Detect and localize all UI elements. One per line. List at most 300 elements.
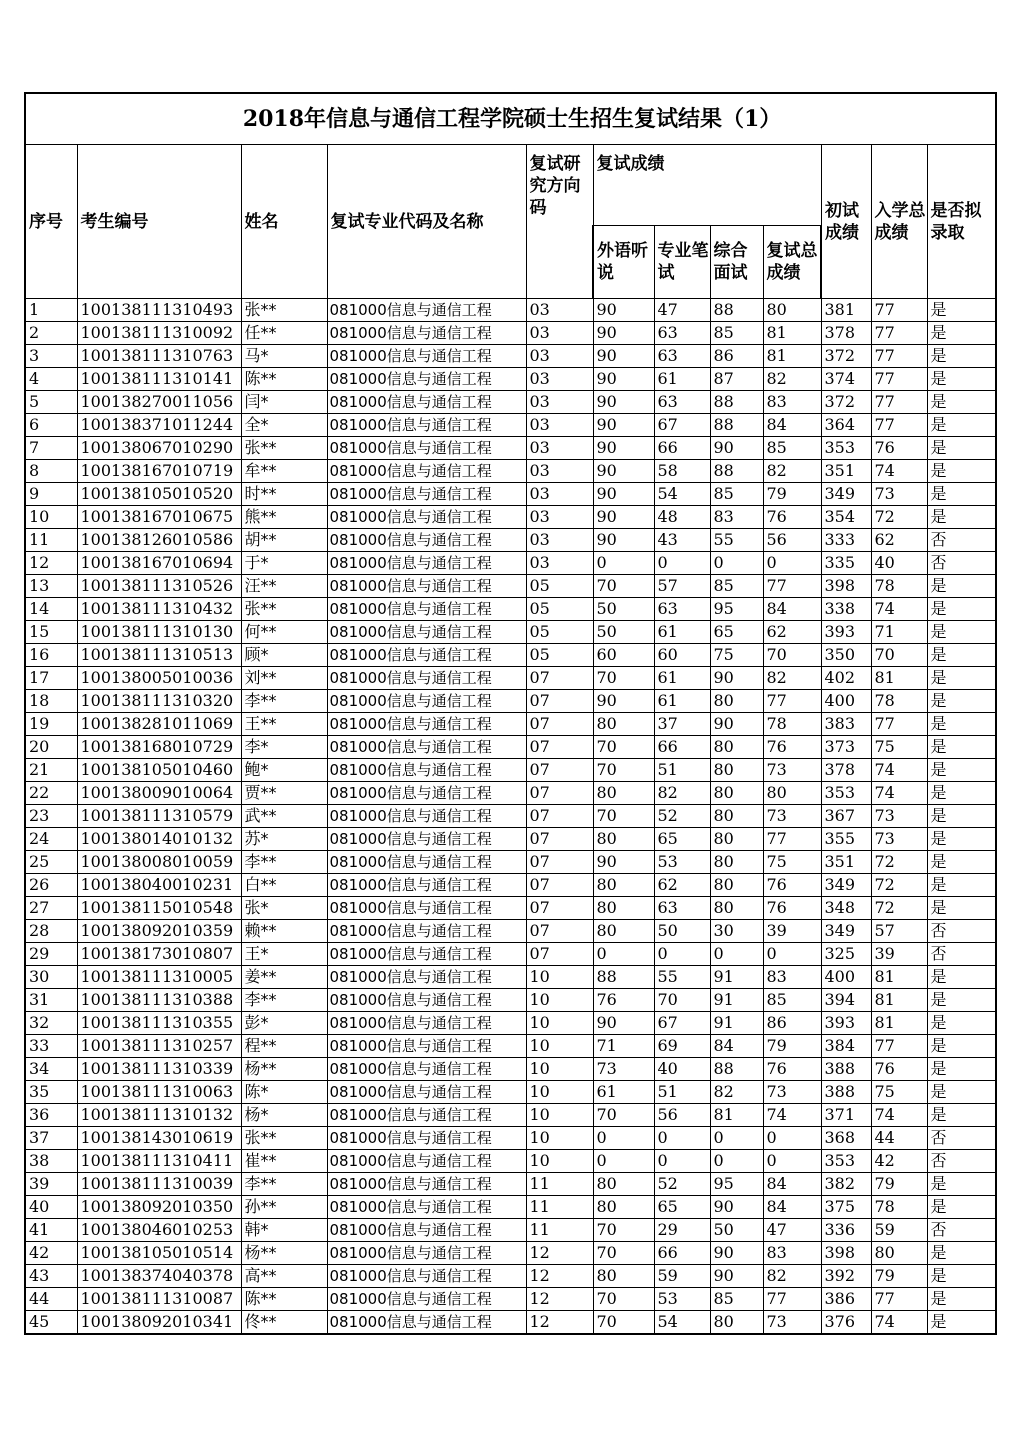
header-retest-total: 复试总成绩 — [763, 226, 821, 299]
cell-initial-score: 393 — [821, 1012, 871, 1035]
table-row — [25, 782, 996, 805]
cell-major: 081000信息与通信工程 — [327, 1242, 526, 1265]
cell-exam-id: 100138126010586 — [77, 529, 241, 552]
cell-exam-id: 100138040010231 — [77, 874, 241, 897]
cell-retest-total: 80 — [763, 299, 821, 322]
cell-exam-id: 100138092010359 — [77, 920, 241, 943]
cell-admission-total: 77 — [871, 322, 927, 345]
cell-retest-total: 85 — [763, 437, 821, 460]
cell-seq: 25 — [25, 851, 77, 874]
cell-written: 53 — [654, 851, 710, 874]
table-row — [25, 920, 996, 943]
cell-major: 081000信息与通信工程 — [327, 1058, 526, 1081]
cell-admitted: 是 — [927, 782, 996, 805]
cell-major: 081000信息与通信工程 — [327, 322, 526, 345]
cell-seq: 9 — [25, 483, 77, 506]
cell-seq: 12 — [25, 552, 77, 575]
cell-major: 081000信息与通信工程 — [327, 1127, 526, 1150]
cell-exam-id: 100138111310388 — [77, 989, 241, 1012]
cell-retest-total: 82 — [763, 1265, 821, 1288]
cell-written: 63 — [654, 897, 710, 920]
cell-listening: 90 — [593, 437, 654, 460]
cell-major: 081000信息与通信工程 — [327, 690, 526, 713]
cell-initial-score: 350 — [821, 644, 871, 667]
cell-admitted: 是 — [927, 345, 996, 368]
cell-listening: 90 — [593, 1012, 654, 1035]
cell-admitted: 是 — [927, 1242, 996, 1265]
table-row — [25, 529, 996, 552]
cell-admission-total: 74 — [871, 759, 927, 782]
cell-admitted: 是 — [927, 759, 996, 782]
cell-retest-total: 84 — [763, 1173, 821, 1196]
cell-initial-score: 376 — [821, 1311, 871, 1335]
cell-seq: 45 — [25, 1311, 77, 1335]
cell-retest-total: 85 — [763, 989, 821, 1012]
cell-exam-id: 100138111310493 — [77, 299, 241, 322]
cell-major: 081000信息与通信工程 — [327, 1012, 526, 1035]
cell-interview: 87 — [710, 368, 763, 391]
cell-name: 张** — [241, 299, 327, 322]
table-row — [25, 828, 996, 851]
cell-name: 李* — [241, 736, 327, 759]
cell-direction: 03 — [526, 437, 593, 460]
cell-seq: 41 — [25, 1219, 77, 1242]
cell-listening: 70 — [593, 667, 654, 690]
table-row — [25, 322, 996, 345]
cell-written: 61 — [654, 621, 710, 644]
cell-admitted: 是 — [927, 299, 996, 322]
cell-retest-total: 84 — [763, 598, 821, 621]
cell-admission-total: 81 — [871, 1012, 927, 1035]
cell-listening: 70 — [593, 1219, 654, 1242]
cell-seq: 38 — [25, 1150, 77, 1173]
cell-interview: 85 — [710, 575, 763, 598]
cell-major: 081000信息与通信工程 — [327, 1265, 526, 1288]
cell-admission-total: 77 — [871, 713, 927, 736]
cell-admission-total: 81 — [871, 989, 927, 1012]
cell-direction: 07 — [526, 897, 593, 920]
cell-interview: 85 — [710, 322, 763, 345]
cell-direction: 07 — [526, 759, 593, 782]
cell-retest-total: 0 — [763, 1150, 821, 1173]
cell-major: 081000信息与通信工程 — [327, 920, 526, 943]
table-row — [25, 552, 996, 575]
cell-major: 081000信息与通信工程 — [327, 828, 526, 851]
cell-direction: 10 — [526, 1058, 593, 1081]
cell-exam-id: 100138092010350 — [77, 1196, 241, 1219]
cell-retest-total: 70 — [763, 644, 821, 667]
cell-listening: 60 — [593, 644, 654, 667]
cell-written: 69 — [654, 1035, 710, 1058]
cell-name: 任** — [241, 322, 327, 345]
cell-direction: 07 — [526, 943, 593, 966]
cell-direction: 07 — [526, 736, 593, 759]
cell-admitted: 是 — [927, 874, 996, 897]
cell-written: 56 — [654, 1104, 710, 1127]
cell-direction: 10 — [526, 989, 593, 1012]
cell-exam-id: 100138111310411 — [77, 1150, 241, 1173]
cell-admitted: 是 — [927, 575, 996, 598]
cell-admitted: 是 — [927, 621, 996, 644]
cell-written: 60 — [654, 644, 710, 667]
cell-name: 全* — [241, 414, 327, 437]
table-row — [25, 943, 996, 966]
cell-admission-total: 74 — [871, 1104, 927, 1127]
cell-direction: 11 — [526, 1219, 593, 1242]
cell-retest-total: 79 — [763, 1035, 821, 1058]
cell-interview: 91 — [710, 1012, 763, 1035]
cell-interview: 90 — [710, 437, 763, 460]
cell-admission-total: 72 — [871, 874, 927, 897]
cell-retest-total: 82 — [763, 667, 821, 690]
table-row — [25, 1035, 996, 1058]
table-row — [25, 483, 996, 506]
cell-initial-score: 325 — [821, 943, 871, 966]
cell-seq: 4 — [25, 368, 77, 391]
cell-written: 82 — [654, 782, 710, 805]
cell-major: 081000信息与通信工程 — [327, 460, 526, 483]
cell-admitted: 是 — [927, 644, 996, 667]
cell-major: 081000信息与通信工程 — [327, 851, 526, 874]
cell-name: 时** — [241, 483, 327, 506]
cell-name: 赖** — [241, 920, 327, 943]
cell-admission-total: 79 — [871, 1173, 927, 1196]
cell-retest-total: 84 — [763, 414, 821, 437]
cell-initial-score: 335 — [821, 552, 871, 575]
table-row — [25, 1058, 996, 1081]
cell-exam-id: 100138270011056 — [77, 391, 241, 414]
cell-seq: 23 — [25, 805, 77, 828]
cell-interview: 0 — [710, 1127, 763, 1150]
cell-seq: 28 — [25, 920, 77, 943]
cell-direction: 10 — [526, 1081, 593, 1104]
cell-exam-id: 100138111310355 — [77, 1012, 241, 1035]
cell-retest-total: 76 — [763, 736, 821, 759]
cell-initial-score: 353 — [821, 1150, 871, 1173]
header-written: 专业笔试 — [654, 226, 710, 299]
cell-listening: 80 — [593, 1173, 654, 1196]
cell-exam-id: 100138374040378 — [77, 1265, 241, 1288]
cell-initial-score: 371 — [821, 1104, 871, 1127]
cell-interview: 80 — [710, 874, 763, 897]
cell-written: 67 — [654, 414, 710, 437]
cell-admitted: 否 — [927, 943, 996, 966]
cell-interview: 88 — [710, 460, 763, 483]
cell-written: 65 — [654, 828, 710, 851]
cell-initial-score: 378 — [821, 759, 871, 782]
cell-retest-total: 82 — [763, 460, 821, 483]
cell-admitted: 是 — [927, 989, 996, 1012]
cell-major: 081000信息与通信工程 — [327, 713, 526, 736]
cell-name: 杨** — [241, 1058, 327, 1081]
cell-admission-total: 44 — [871, 1127, 927, 1150]
cell-retest-total: 76 — [763, 874, 821, 897]
cell-admitted: 是 — [927, 897, 996, 920]
cell-written: 52 — [654, 805, 710, 828]
cell-admitted: 是 — [927, 506, 996, 529]
cell-written: 40 — [654, 1058, 710, 1081]
table-row — [25, 989, 996, 1012]
cell-exam-id: 100138111310432 — [77, 598, 241, 621]
cell-retest-total: 78 — [763, 713, 821, 736]
cell-seq: 10 — [25, 506, 77, 529]
cell-admitted: 否 — [927, 920, 996, 943]
cell-interview: 95 — [710, 1173, 763, 1196]
cell-admitted: 否 — [927, 1219, 996, 1242]
cell-listening: 70 — [593, 759, 654, 782]
cell-retest-total: 84 — [763, 1196, 821, 1219]
cell-initial-score: 368 — [821, 1127, 871, 1150]
cell-exam-id: 100138014010132 — [77, 828, 241, 851]
cell-admitted: 是 — [927, 483, 996, 506]
cell-name: 李** — [241, 1173, 327, 1196]
cell-interview: 90 — [710, 1242, 763, 1265]
cell-name: 高** — [241, 1265, 327, 1288]
cell-retest-total: 56 — [763, 529, 821, 552]
cell-exam-id: 100138167010694 — [77, 552, 241, 575]
cell-major: 081000信息与通信工程 — [327, 644, 526, 667]
cell-listening: 61 — [593, 1081, 654, 1104]
cell-admitted: 否 — [927, 529, 996, 552]
table-row — [25, 368, 996, 391]
cell-retest-total: 77 — [763, 1288, 821, 1311]
cell-interview: 91 — [710, 966, 763, 989]
cell-direction: 10 — [526, 1035, 593, 1058]
cell-seq: 35 — [25, 1081, 77, 1104]
cell-name: 李** — [241, 989, 327, 1012]
cell-interview: 86 — [710, 345, 763, 368]
cell-retest-total: 73 — [763, 1311, 821, 1335]
cell-direction: 03 — [526, 552, 593, 575]
cell-admitted: 是 — [927, 1265, 996, 1288]
cell-admitted: 是 — [927, 805, 996, 828]
cell-exam-id: 100138111310320 — [77, 690, 241, 713]
cell-major: 081000信息与通信工程 — [327, 529, 526, 552]
cell-initial-score: 400 — [821, 966, 871, 989]
cell-direction: 03 — [526, 529, 593, 552]
cell-major: 081000信息与通信工程 — [327, 1196, 526, 1219]
table-row — [25, 897, 996, 920]
header-direction: 复试研究方向码 — [526, 145, 593, 299]
cell-admitted: 是 — [927, 322, 996, 345]
cell-admitted: 是 — [927, 851, 996, 874]
table-row — [25, 966, 996, 989]
cell-exam-id: 100138143010619 — [77, 1127, 241, 1150]
cell-admission-total: 80 — [871, 1242, 927, 1265]
cell-written: 63 — [654, 345, 710, 368]
cell-direction: 03 — [526, 299, 593, 322]
cell-seq: 26 — [25, 874, 77, 897]
table-row — [25, 690, 996, 713]
cell-retest-total: 74 — [763, 1104, 821, 1127]
cell-major: 081000信息与通信工程 — [327, 552, 526, 575]
cell-admission-total: 71 — [871, 621, 927, 644]
cell-written: 67 — [654, 1012, 710, 1035]
cell-seq: 13 — [25, 575, 77, 598]
cell-retest-total: 47 — [763, 1219, 821, 1242]
cell-written: 43 — [654, 529, 710, 552]
cell-written: 63 — [654, 322, 710, 345]
cell-initial-score: 378 — [821, 322, 871, 345]
table-row — [25, 1288, 996, 1311]
cell-major: 081000信息与通信工程 — [327, 391, 526, 414]
cell-admission-total: 78 — [871, 690, 927, 713]
cell-admission-total: 78 — [871, 1196, 927, 1219]
cell-listening: 76 — [593, 989, 654, 1012]
cell-retest-total: 73 — [763, 759, 821, 782]
cell-initial-score: 351 — [821, 851, 871, 874]
cell-retest-total: 62 — [763, 621, 821, 644]
cell-interview: 75 — [710, 644, 763, 667]
table-row — [25, 1173, 996, 1196]
cell-major: 081000信息与通信工程 — [327, 736, 526, 759]
cell-admitted: 否 — [927, 1127, 996, 1150]
cell-initial-score: 372 — [821, 391, 871, 414]
table-row — [25, 1219, 996, 1242]
cell-major: 081000信息与通信工程 — [327, 805, 526, 828]
cell-direction: 10 — [526, 1150, 593, 1173]
cell-name: 苏* — [241, 828, 327, 851]
cell-name: 贾** — [241, 782, 327, 805]
cell-name: 刘** — [241, 667, 327, 690]
cell-exam-id: 100138092010341 — [77, 1311, 241, 1335]
cell-interview: 84 — [710, 1035, 763, 1058]
cell-listening: 90 — [593, 506, 654, 529]
cell-admission-total: 77 — [871, 1035, 927, 1058]
cell-written: 57 — [654, 575, 710, 598]
cell-admitted: 是 — [927, 1173, 996, 1196]
cell-seq: 6 — [25, 414, 77, 437]
cell-exam-id: 100138371011244 — [77, 414, 241, 437]
cell-major: 081000信息与通信工程 — [327, 667, 526, 690]
cell-initial-score: 373 — [821, 736, 871, 759]
cell-seq: 8 — [25, 460, 77, 483]
cell-listening: 90 — [593, 299, 654, 322]
table-row — [25, 437, 996, 460]
cell-listening: 90 — [593, 322, 654, 345]
cell-admission-total: 62 — [871, 529, 927, 552]
cell-admission-total: 74 — [871, 598, 927, 621]
header-listening: 外语听说 — [593, 226, 654, 299]
cell-admitted: 否 — [927, 552, 996, 575]
table-row — [25, 598, 996, 621]
cell-written: 0 — [654, 552, 710, 575]
cell-admitted: 是 — [927, 1012, 996, 1035]
cell-admitted: 是 — [927, 736, 996, 759]
cell-major: 081000信息与通信工程 — [327, 1081, 526, 1104]
cell-interview: 0 — [710, 1150, 763, 1173]
cell-interview: 80 — [710, 759, 763, 782]
cell-initial-score: 367 — [821, 805, 871, 828]
cell-name: 张** — [241, 598, 327, 621]
table-row — [25, 1150, 996, 1173]
cell-direction: 12 — [526, 1311, 593, 1335]
cell-listening: 80 — [593, 713, 654, 736]
cell-major: 081000信息与通信工程 — [327, 368, 526, 391]
cell-seq: 27 — [25, 897, 77, 920]
cell-direction: 07 — [526, 713, 593, 736]
cell-admitted: 是 — [927, 667, 996, 690]
cell-exam-id: 100138111310513 — [77, 644, 241, 667]
cell-major: 081000信息与通信工程 — [327, 506, 526, 529]
cell-admitted: 是 — [927, 437, 996, 460]
cell-admission-total: 73 — [871, 483, 927, 506]
cell-admitted: 是 — [927, 414, 996, 437]
table-row — [25, 506, 996, 529]
cell-name: 张** — [241, 437, 327, 460]
cell-listening: 70 — [593, 575, 654, 598]
cell-written: 51 — [654, 759, 710, 782]
cell-major: 081000信息与通信工程 — [327, 299, 526, 322]
cell-seq: 36 — [25, 1104, 77, 1127]
cell-exam-id: 100138111310141 — [77, 368, 241, 391]
table-row — [25, 299, 996, 322]
cell-interview: 90 — [710, 713, 763, 736]
cell-interview: 88 — [710, 391, 763, 414]
cell-major: 081000信息与通信工程 — [327, 1104, 526, 1127]
cell-direction: 07 — [526, 667, 593, 690]
cell-interview: 88 — [710, 1058, 763, 1081]
cell-written: 61 — [654, 368, 710, 391]
cell-direction: 10 — [526, 1127, 593, 1150]
cell-interview: 80 — [710, 828, 763, 851]
cell-seq: 30 — [25, 966, 77, 989]
cell-major: 081000信息与通信工程 — [327, 1219, 526, 1242]
cell-written: 63 — [654, 598, 710, 621]
cell-name: 闫* — [241, 391, 327, 414]
cell-exam-id: 100138173010807 — [77, 943, 241, 966]
cell-admission-total: 73 — [871, 828, 927, 851]
cell-major: 081000信息与通信工程 — [327, 1173, 526, 1196]
cell-direction: 12 — [526, 1265, 593, 1288]
cell-written: 37 — [654, 713, 710, 736]
cell-exam-id: 100138111310039 — [77, 1173, 241, 1196]
cell-major: 081000信息与通信工程 — [327, 1288, 526, 1311]
cell-interview: 50 — [710, 1219, 763, 1242]
cell-admission-total: 75 — [871, 736, 927, 759]
cell-initial-score: 354 — [821, 506, 871, 529]
cell-interview: 90 — [710, 667, 763, 690]
cell-written: 0 — [654, 1127, 710, 1150]
cell-written: 66 — [654, 1242, 710, 1265]
cell-interview: 80 — [710, 690, 763, 713]
cell-initial-score: 351 — [821, 460, 871, 483]
cell-written: 65 — [654, 1196, 710, 1219]
cell-listening: 90 — [593, 483, 654, 506]
cell-seq: 21 — [25, 759, 77, 782]
cell-direction: 10 — [526, 1012, 593, 1035]
cell-admitted: 是 — [927, 460, 996, 483]
cell-exam-id: 100138111310063 — [77, 1081, 241, 1104]
cell-admitted: 是 — [927, 598, 996, 621]
cell-exam-id: 100138281011069 — [77, 713, 241, 736]
page-title: 2018年信息与通信工程学院硕士生招生复试结果（1） — [25, 93, 996, 145]
table-row — [25, 1242, 996, 1265]
cell-name: 杨** — [241, 1242, 327, 1265]
cell-seq: 44 — [25, 1288, 77, 1311]
cell-admission-total: 57 — [871, 920, 927, 943]
cell-listening: 70 — [593, 1311, 654, 1335]
cell-interview: 91 — [710, 989, 763, 1012]
cell-initial-score: 402 — [821, 667, 871, 690]
cell-exam-id: 100138009010064 — [77, 782, 241, 805]
header-major: 复试专业代码及名称 — [327, 145, 526, 299]
cell-retest-total: 73 — [763, 805, 821, 828]
cell-written: 66 — [654, 437, 710, 460]
cell-name: 汪** — [241, 575, 327, 598]
table-row — [25, 1012, 996, 1035]
cell-initial-score: 349 — [821, 874, 871, 897]
